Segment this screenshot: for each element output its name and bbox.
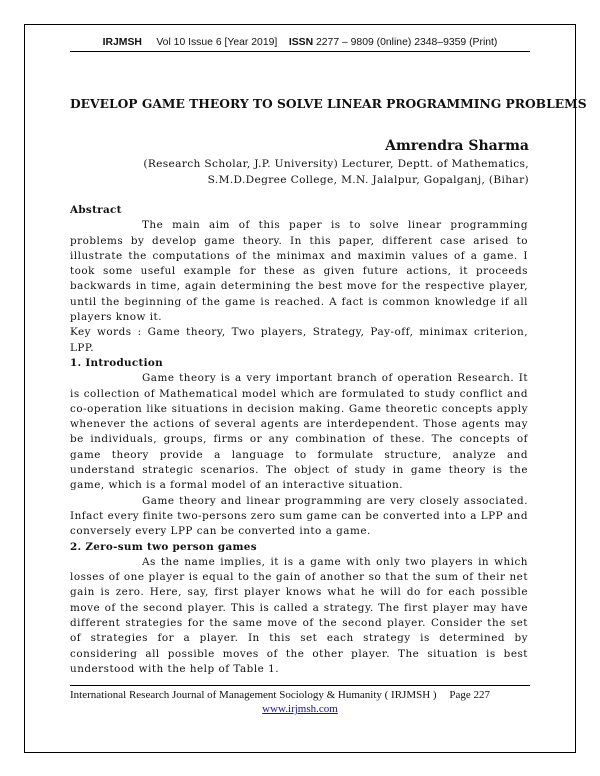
journal-url-link[interactable]: www.irjmsh.com [262, 703, 338, 715]
affiliation-line-2: S.M.D.Degree College, M.N. Jalalpur, Gopalganj, (Bihar) [207, 174, 529, 186]
paper-title: DEVELOP GAME THEORY TO SOLVE LINEAR PROGRAMMING PROBLEMS [70, 96, 587, 111]
paragraph: Game theory and linear programming are very closely associated. Infact every finite two-persons zero sum game can be converted into a LPP and conversely every LPP can be converted into a game. [70, 494, 528, 538]
footer-rule [70, 685, 530, 686]
abstract-text: The main aim of this paper is to solve linear programming problems by develop game theory. In this paper, different case arised to illustrate the computations of the minimax and maximin values of a game. I took some useful example for these as given future actions, it proceeds backwards in time, again determining the best move for the respective player, until the beginning of the game is reached. A fact is common knowledge if all players know it. [70, 219, 528, 324]
running-header [36, 36, 564, 49]
volume-info: Vol 10 Issue 6 [Year 2019] [156, 37, 278, 48]
page-number: Page 227 [449, 689, 490, 701]
section-heading-introduction: 1. Introduction [70, 356, 163, 369]
footer-journal-name: International Research Journal of Management Sociology & Humanity ( IRJMSH ) [70, 689, 437, 701]
abstract-heading: Abstract [70, 204, 122, 216]
header-rule [70, 51, 530, 52]
affiliation-line-1: (Research Scholar, J.P. University) Lecturer, Deptt. of Mathematics, [143, 158, 529, 170]
paragraph: As the name implies, it is a game with only two players in which losses of one player is equal to the gain of another so that the sum of their net gain is zero. Here, say, first player knows what he will do for each possible move of the second player. This is called a strategy. The first player may have different strategies for the same move of the second player. Consider the set of strategies for a player. In this set each strategy is determined by considering all possible moves of the other player. The situation is best understood with the help of Table 1. [70, 555, 528, 675]
article-body [70, 203, 528, 677]
page-footer [70, 688, 540, 716]
keywords: Key words : Game theory, Two players, Strategy, Pay-off, minimax criterion, LPP. [70, 326, 528, 354]
issn-label: ISSN [288, 37, 314, 48]
paragraph: Game theory is a very important branch of operation Research. It is collection of Mathematical model which are formulated to study conflict and co-operation like situations in decision making. Game theoretic concepts apply whenever the actions of several agents are interdependent. Those agents may be individuals, groups, firms or any combination of these. The concepts of game theory provide a language to formulate structure, analyze and understand strategic scenarios. The object of study in game theory is the game, which is a formal model of an interactive situation. [70, 372, 528, 492]
section-heading-zero-sum: 2. Zero-sum two person games [70, 540, 257, 553]
issn-value: 2277 – 9809 (0nline) 2348–9359 (Print) [315, 37, 498, 48]
journal-abbr: IRJMSH [102, 37, 142, 48]
author-name: Amrendra Sharma [385, 138, 529, 154]
author-affiliation [143, 156, 529, 188]
